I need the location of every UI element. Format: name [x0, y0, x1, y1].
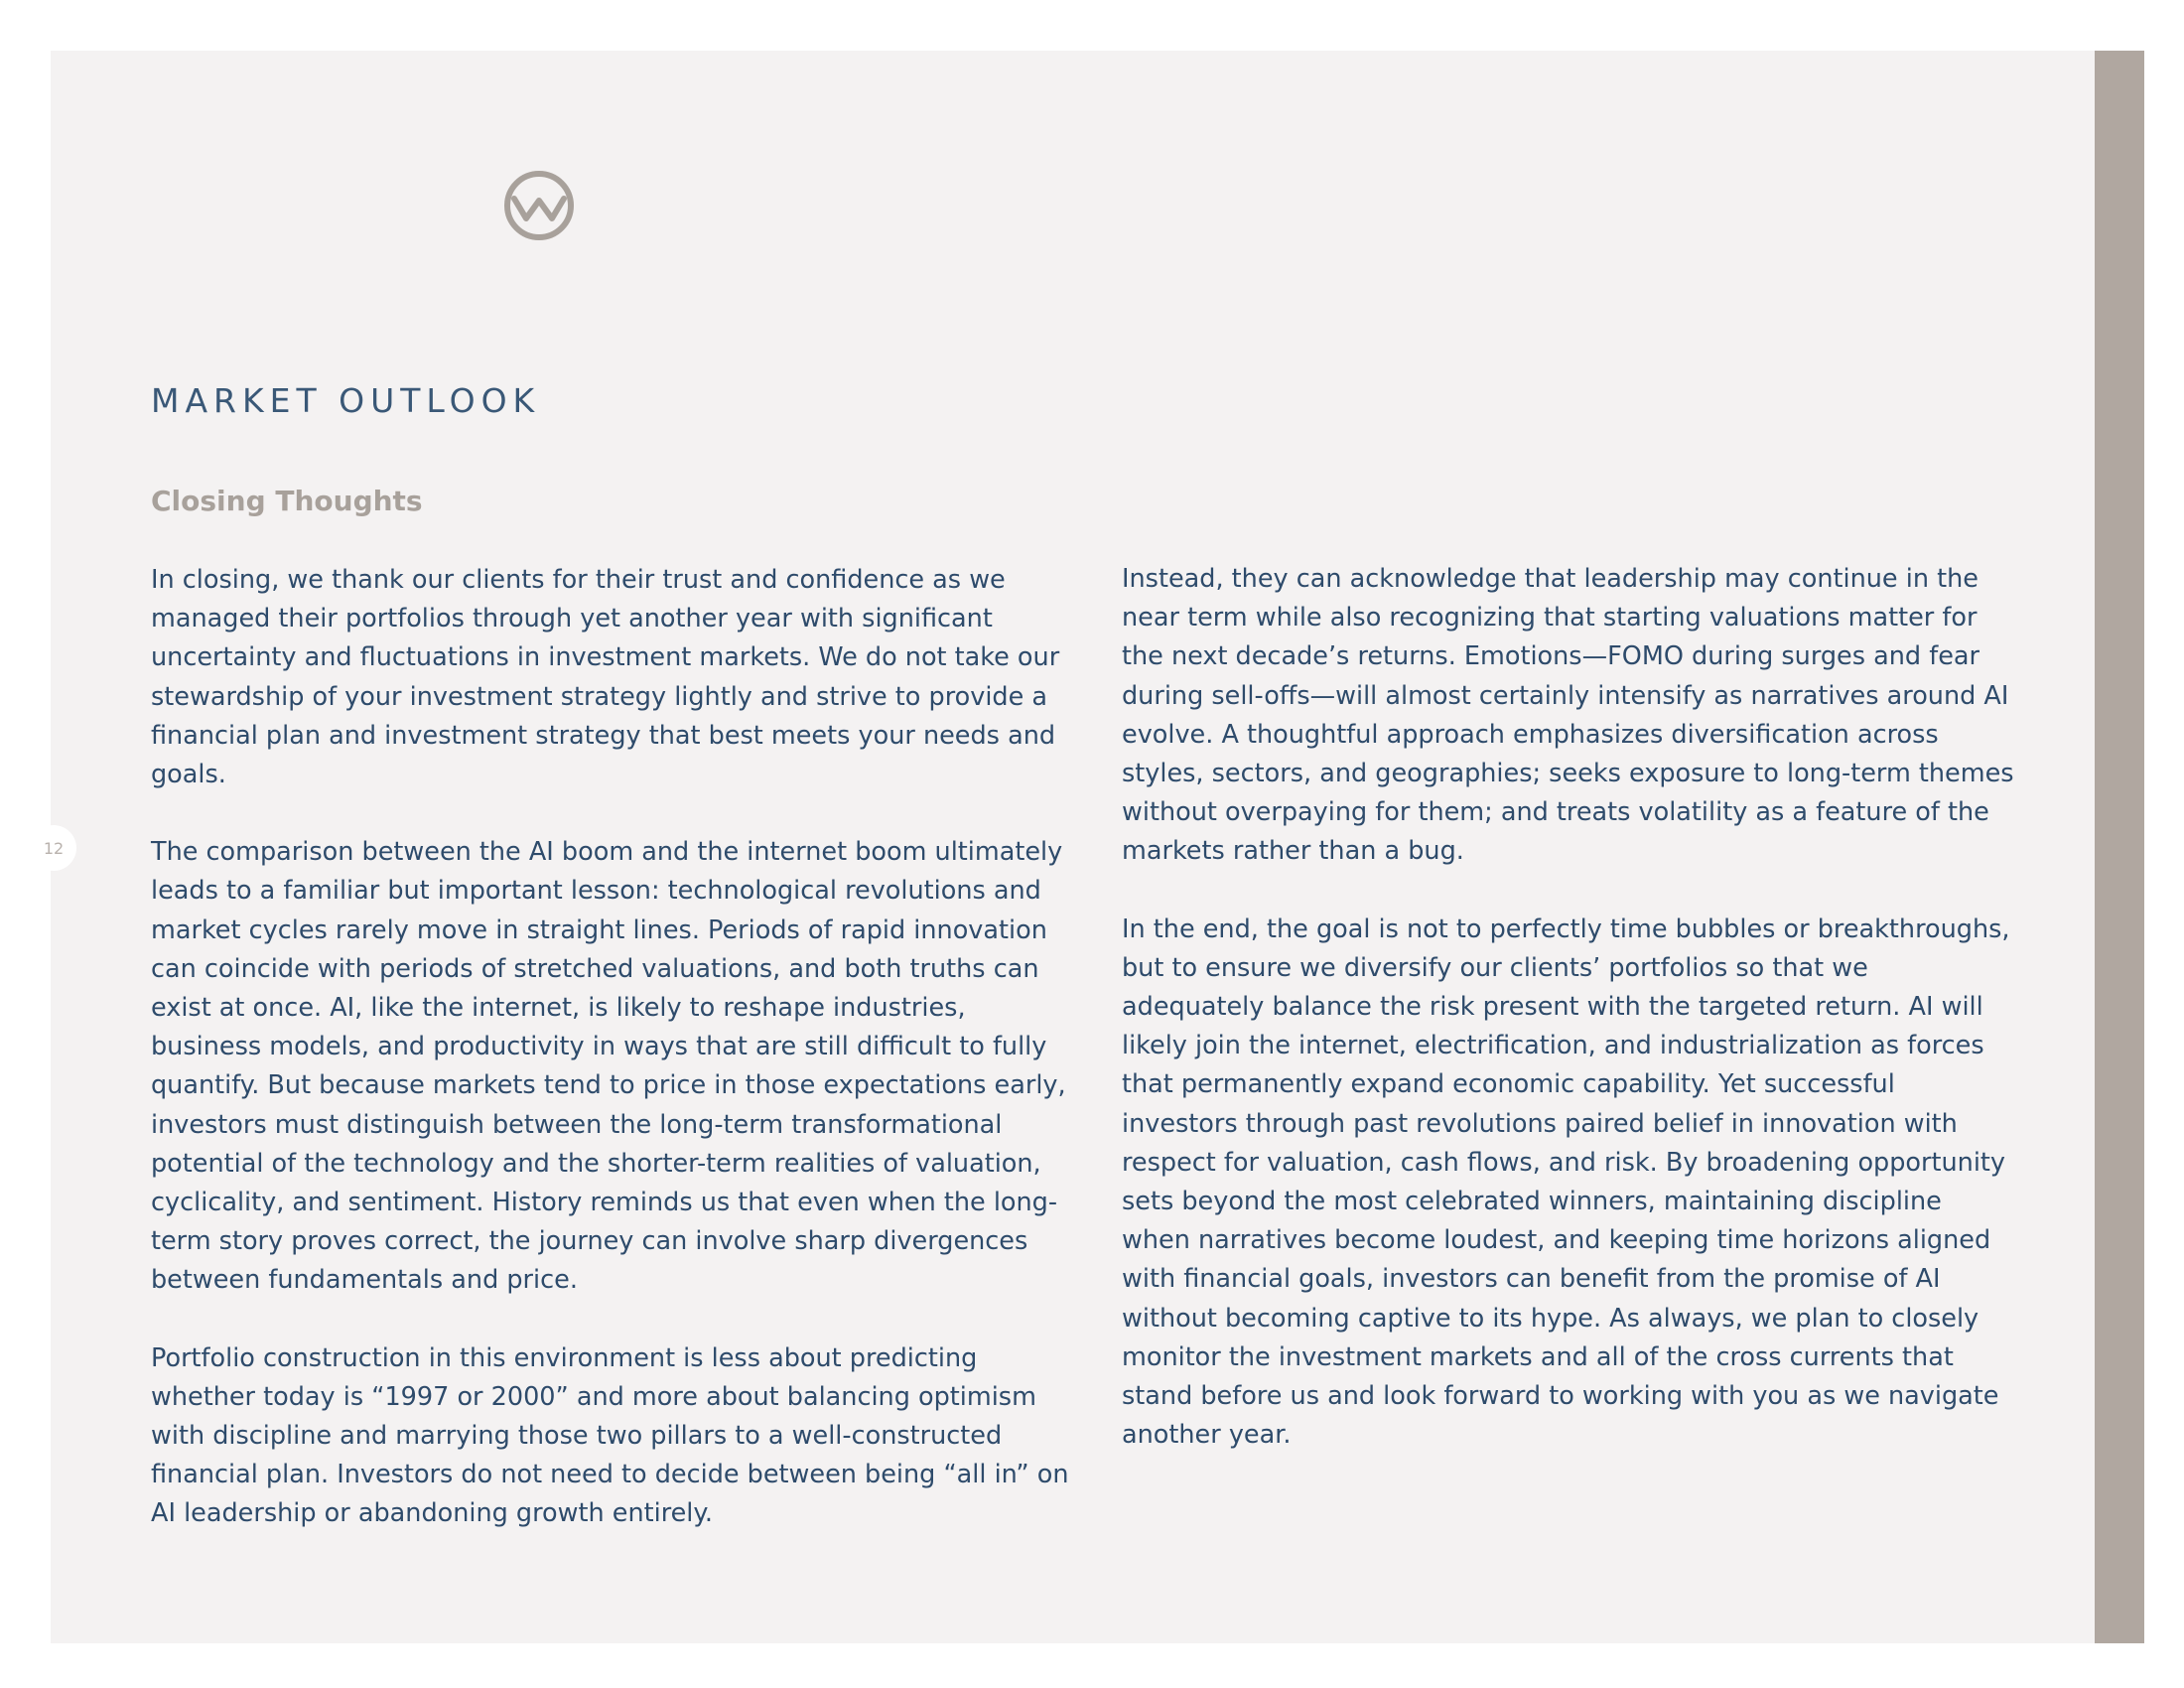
section-title: MARKET OUTLOOK: [151, 381, 541, 420]
body-paragraph: The comparison between the AI boom and the internet boom ultimately leads to a familiar but important lesson: technological revolutions and market cycles rarely move in straight lines. Periods of rapid innovation can coincide with periods of stretched valuations, and both truths can exist at once. AI, like the internet, is likely to reshape industries, business models, and productivity in ways that are still difficult to fully quantify. But because markets tend to price in those expectations early, investors must distinguish between the long-term transformational potential of the technology and the shorter-term realities of valuation, cyclicality, and sentiment. History reminds us that even when the long-term story proves correct, the journey can involve sharp divergences between fundamentals and price.: [151, 837, 1066, 1296]
right-column: [1122, 560, 2015, 1455]
body-paragraph: Portfolio construction in this environment is less about predicting whether today is “1997 or 2000” and more about balancing optimism with discipline and marrying those two pillars to a well-constructed financial plan. Investors do not need to decide between being “all in” on AI leadership or abandoning growth entirely.: [151, 1342, 1069, 1529]
body-paragraph: Instead, they can acknowledge that leadership may continue in the near term while also recognizing that starting valuations matter for the next decade’s returns. Emotions—FOMO during surges and fear during sell-offs—will almost certainly intensify as narratives around AI evolve. A thoughtful approach emphasizes diversification across styles, sectors, and geographies; seeks exposure to long-term themes without overpaying for them; and treats volatility as a feature of the markets rather than a bug.: [1122, 564, 2014, 867]
body-paragraph: In closing, we thank our clients for their trust and confidence as we managed their portfolios through yet another year with significant uncertainty and fluctuations in investment markets. We do not take our stewardship of your investment strategy lightly and strive to provide a financial plan and investment strategy that best meets your needs and goals.: [151, 565, 1060, 790]
body-paragraph: In the end, the goal is not to perfectly time bubbles or breakthroughs, but to ensure we diversify our clients’ portfolios so that we adequately balance the risk present with the targeted return. AI will likely join the internet, electrification, and industrialization as forces that permanently expand economic capability. Yet successful investors through past revolutions paired belief in innovation with respect for valuation, cash flows, and risk. By broadening opportunity sets beyond the most celebrated winners, maintaining discipline when narratives become loudest, and keeping time horizons aligned with financial goals, investors can benefit from the promise of AI without becoming captive to its hype. As always, we plan to closely monitor the investment markets and all of the cross currents that stand before us and look forward to working with you as we navigate another year.: [1122, 914, 2010, 1451]
subheading: Closing Thoughts: [151, 485, 423, 517]
w-circle-logo-icon: [502, 169, 576, 242]
left-column: [151, 561, 1074, 1534]
page-number: 12: [43, 839, 65, 858]
side-accent-bar: [2095, 51, 2144, 1643]
